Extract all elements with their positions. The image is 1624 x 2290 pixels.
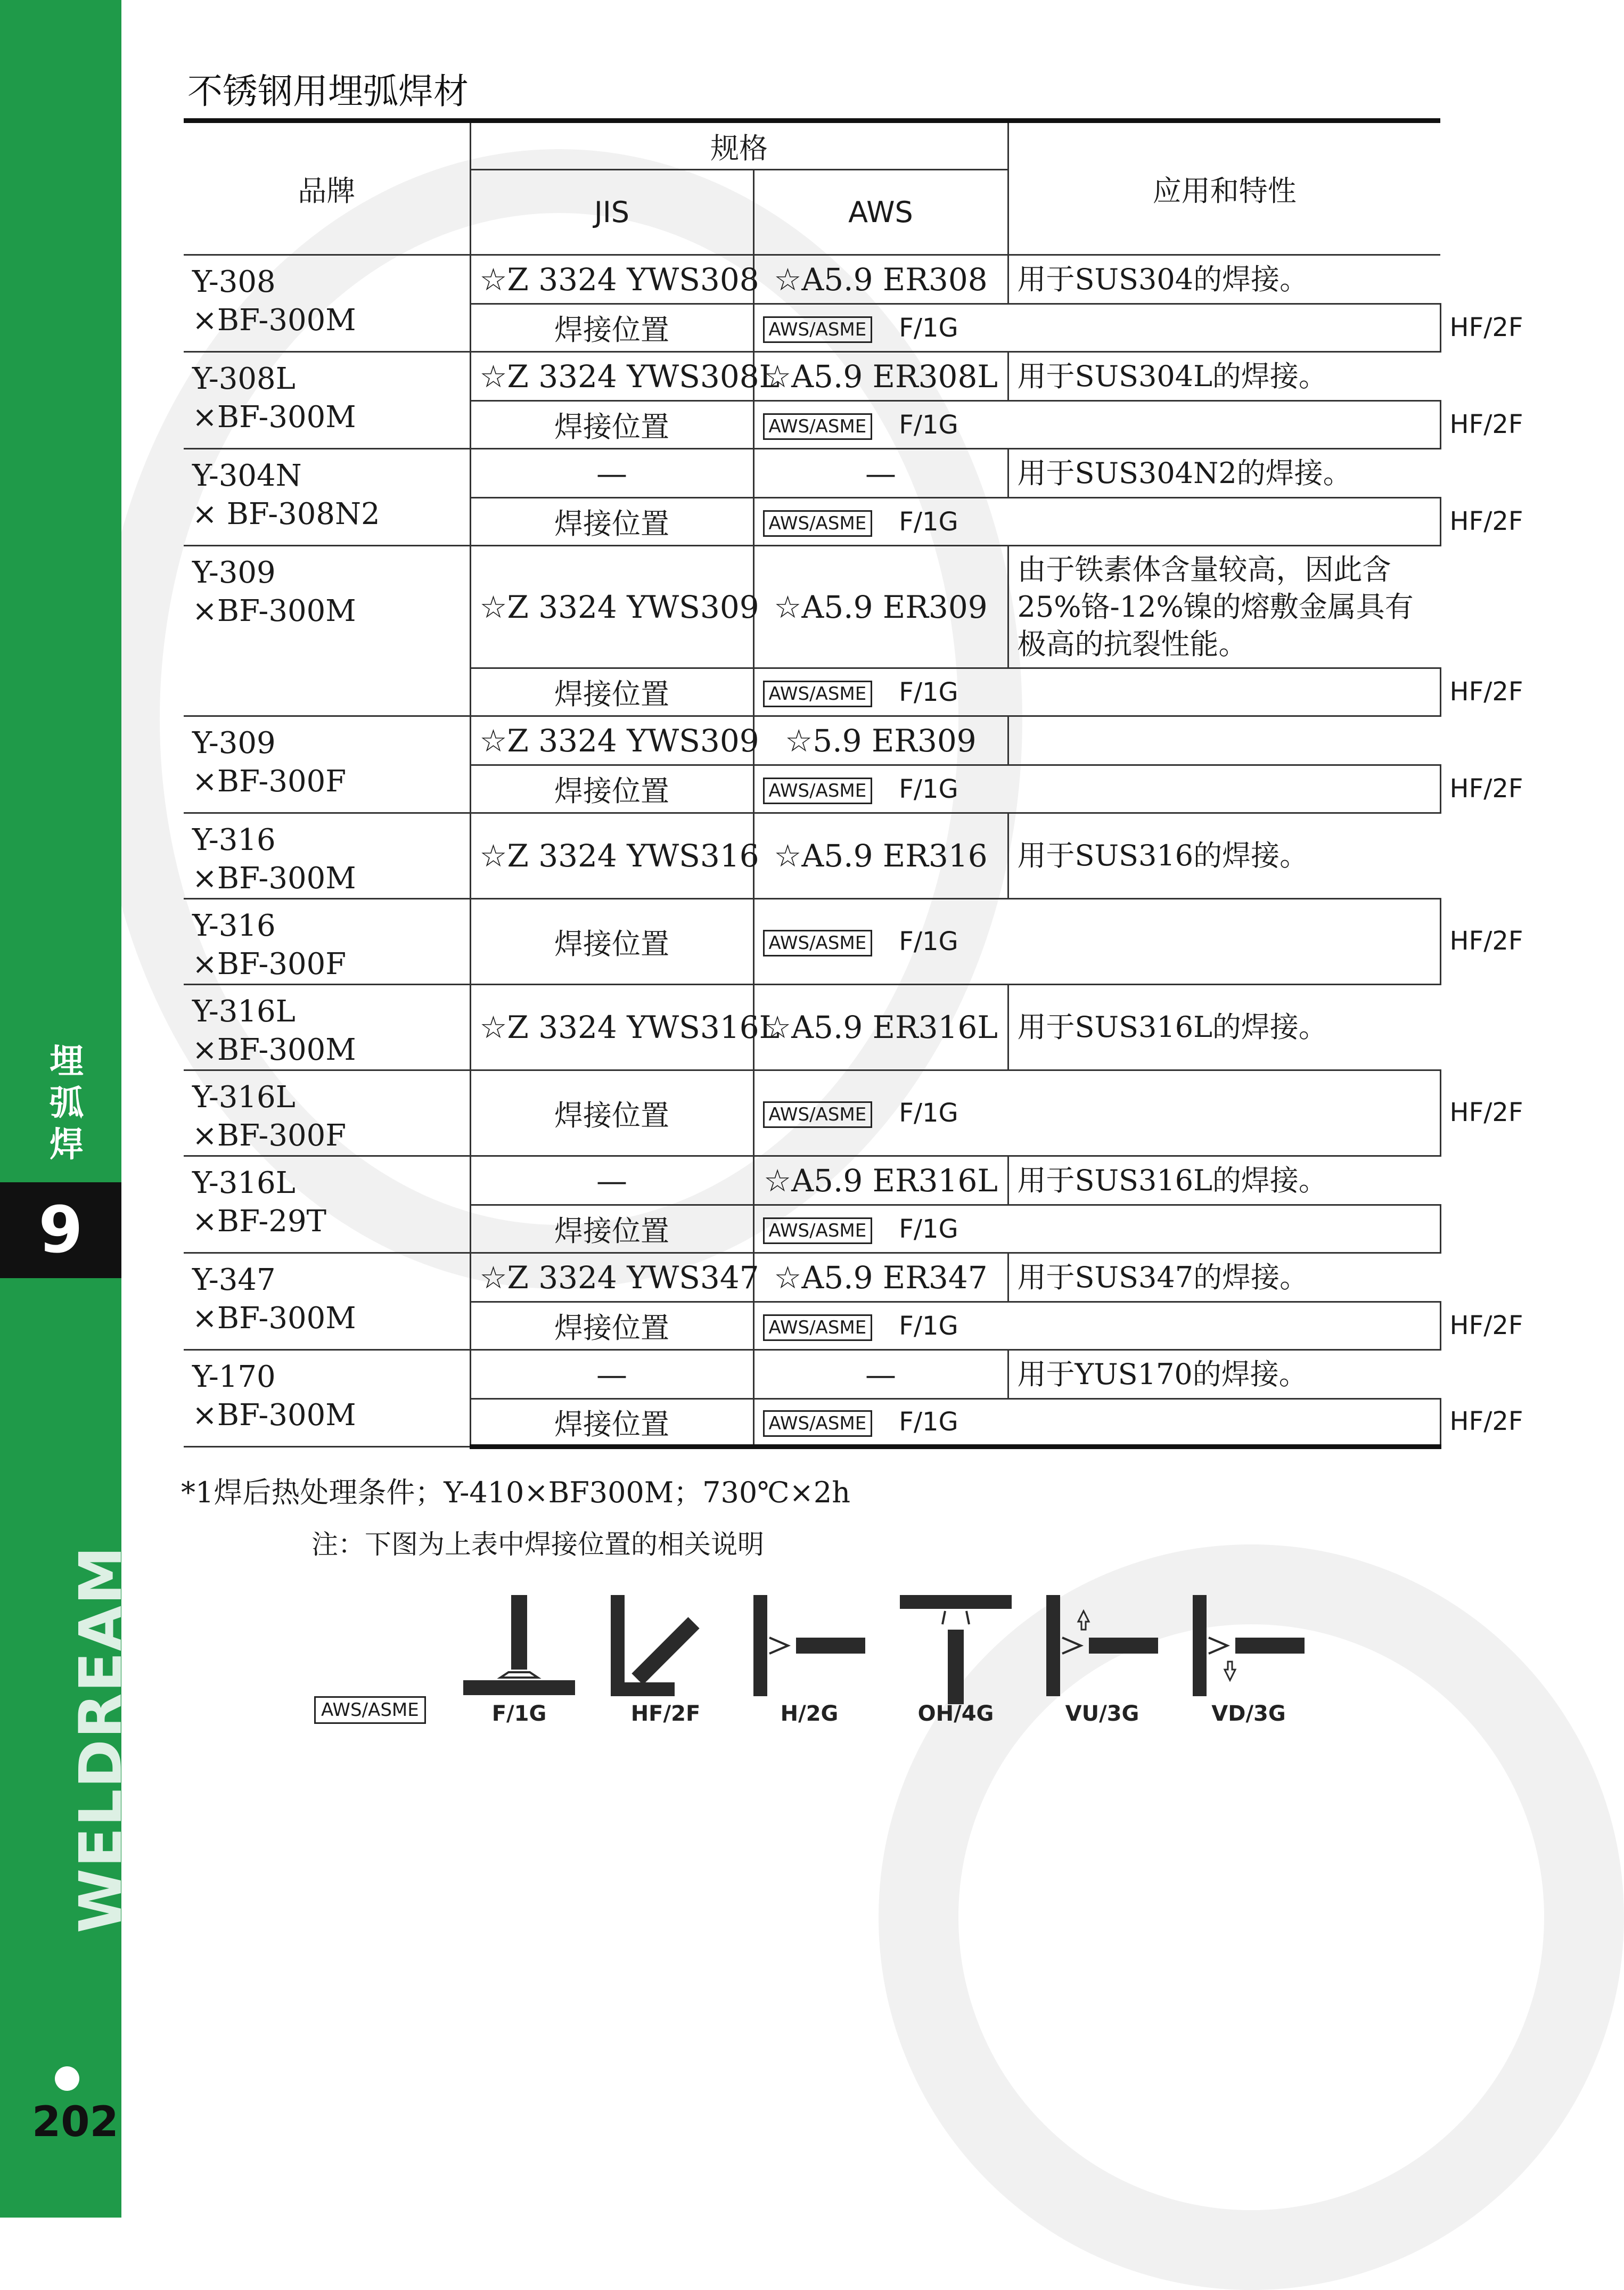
table-row: 焊接位置 AWS/ASME F/1G HF/2F [184, 401, 1440, 449]
table-row: 焊接位置 AWS/ASME F/1G HF/2F [184, 1399, 1440, 1447]
brand-cell [184, 716, 470, 813]
position-value: F/1G [899, 927, 958, 956]
position-label: 焊接位置 [470, 1070, 753, 1156]
brand-line: Y-316L [192, 1166, 296, 1200]
brand-cell [184, 449, 470, 546]
brand-line: Y-308 [192, 265, 276, 299]
aws-asme-tag: AWS/ASME [763, 316, 873, 343]
jis-cell: ☆Z 3324 YWS316 [470, 813, 753, 899]
position-label: 焊接位置 [470, 1205, 753, 1253]
application-cell: 用于YUS170的焊接。 [1008, 1350, 1440, 1399]
position-cell [753, 1070, 1440, 1156]
header-application: 应用和特性 [1008, 121, 1440, 255]
footnote: *1焊后热处理条件；Y-410×BF300M；730℃×2h [181, 1476, 851, 1509]
aws-cell: ☆A5.9 ER308 [753, 255, 1008, 304]
position-value: F/1G [899, 774, 958, 804]
brand-line: ×BF-300M [192, 303, 356, 338]
table-row [184, 352, 1440, 401]
position-cell [753, 498, 1440, 546]
position-cell [753, 1302, 1440, 1350]
aws-asme-tag: AWS/ASME [763, 510, 873, 537]
aws-asme-tag: AWS/ASME [763, 413, 873, 440]
brand-line: Y-316 [192, 823, 276, 857]
jis-cell: ☆Z 3324 YWS347 [470, 1253, 753, 1302]
jis-cell: ☆Z 3324 YWS309 [470, 716, 753, 765]
position-value: F/1G [899, 1407, 958, 1437]
jis-cell: — [470, 1156, 753, 1205]
aws-cell: ☆A5.9 ER316L [753, 1156, 1008, 1205]
position-label: 焊接位置 [470, 1302, 753, 1350]
brand-line: ×BF-300M [192, 594, 356, 628]
brand-line: ×BF-300F [192, 947, 347, 982]
table-row: 焊接位置 AWS/ASME F/1G HF/2F [184, 765, 1440, 813]
position-value: F/1G [899, 410, 958, 440]
brand-line: Y-316L [192, 994, 296, 1029]
aws-cell: — [753, 1350, 1008, 1399]
application-cell [1008, 716, 1440, 765]
brand-line: ×BF-29T [192, 1204, 326, 1239]
brand-line: ×BF-300M [192, 400, 356, 435]
chapter-number: 9 [0, 1182, 121, 1278]
position-label: OH/4G [917, 1702, 994, 1726]
table-row [184, 813, 1440, 899]
position-label: 焊接位置 [470, 899, 753, 985]
aws-asme-tag: AWS/ASME [763, 1101, 873, 1128]
aws-asme-tag: AWS/ASME [763, 681, 873, 707]
table-row: 焊接位置 AWS/ASME F/1G HF/2F [184, 668, 1440, 716]
sidebar [0, 0, 135, 2218]
brand-cell [184, 1156, 470, 1253]
application-cell: 用于SUS316的焊接。 [1008, 813, 1440, 899]
table-row [184, 255, 1440, 304]
aws-cell: ☆A5.9 ER308L [753, 352, 1008, 401]
brand-line: Y-316L [192, 1080, 296, 1115]
brand-cell [184, 1253, 470, 1350]
position-label: F/1G [491, 1702, 547, 1726]
aws-cell: ☆A5.9 ER316 [753, 813, 1008, 899]
position-value: F/1G [899, 677, 958, 707]
table-row [184, 985, 1440, 1070]
aws-asme-tag: AWS/ASME [763, 1410, 873, 1437]
position-label: H/2G [780, 1702, 839, 1726]
aws-cell: ☆A5.9 ER347 [753, 1253, 1008, 1302]
diagram-standard-tag: AWS/ASME [314, 1696, 426, 1724]
table-row [184, 1253, 1440, 1302]
diagram-note: 注：下图为上表中焊接位置的相关说明 [311, 1529, 764, 1560]
application-cell: 由于铁素体含量较高，因此含25%铬-12%镍的熔敷金属具有极高的抗裂性能。 [1008, 546, 1440, 668]
position-value: F/1G [899, 506, 958, 537]
sidebar-category: 埋弧焊 [50, 1042, 84, 1165]
aws-cell: ☆5.9 ER309 [753, 716, 1008, 765]
position-label: 焊接位置 [470, 765, 753, 813]
position-cell [753, 401, 1440, 449]
table-row [184, 546, 1440, 668]
spec-table [184, 118, 1523, 1449]
position-cell [753, 1205, 1440, 1253]
position-cell [753, 304, 1440, 352]
brand-cell [184, 255, 470, 352]
position-value: F/1G [899, 313, 958, 343]
brand-cell [184, 813, 470, 899]
brand-line: ×BF-300M [192, 1033, 356, 1067]
application-cell: 用于SUS304L的焊接。 [1008, 352, 1440, 401]
brand-line: ×BF-300F [192, 1118, 347, 1153]
brand-cell [184, 985, 470, 1070]
page-number: 202 [32, 2098, 119, 2146]
table-row: 焊接位置 AWS/ASME F/1G HF/2F [184, 1070, 1440, 1156]
table-row [184, 1156, 1440, 1205]
header-spec: 规格 [470, 121, 1008, 170]
position-label: VU/3G [1065, 1702, 1139, 1726]
brand-cell [184, 899, 470, 985]
brand-logo: WELDREAM [67, 1545, 135, 1933]
position-label: VD/3G [1211, 1702, 1286, 1726]
brand-line: Y-308L [192, 362, 296, 396]
aws-asme-tag: AWS/ASME [763, 1314, 873, 1341]
table-row: 焊接位置 AWS/ASME F/1G HF/2F [184, 1302, 1440, 1350]
jis-cell: — [470, 449, 753, 498]
position-value: F/1G [899, 1311, 958, 1341]
application-cell: 用于SUS316L的焊接。 [1008, 985, 1440, 1070]
position-label: HF/2F [630, 1702, 701, 1726]
jis-cell: ☆Z 3324 YWS309 [470, 546, 753, 668]
aws-asme-tag: AWS/ASME [763, 1217, 873, 1244]
application-cell: 用于SUS304的焊接。 [1008, 255, 1440, 304]
brand-line: ×BF-300M [192, 1301, 356, 1336]
position-cell [753, 1399, 1440, 1447]
brand-line: Y-309 [192, 555, 276, 590]
jis-cell: ☆Z 3324 YWS316L [470, 985, 753, 1070]
brand-line: ×BF-300F [192, 764, 347, 799]
jis-cell: ☆Z 3324 YWS308 [470, 255, 753, 304]
position-label: 焊接位置 [470, 1399, 753, 1447]
aws-cell: ☆A5.9 ER309 [753, 546, 1008, 668]
aws-asme-tag: AWS/ASME [763, 930, 873, 956]
table-body [184, 255, 1523, 1447]
table-row: 焊接位置 AWS/ASME F/1G HF/2F [184, 304, 1440, 352]
brand-cell [184, 546, 470, 716]
brand-line: × BF-308N2 [192, 497, 380, 531]
position-label: 焊接位置 [470, 401, 753, 449]
brand-cell [184, 352, 470, 449]
table-row: 焊接位置 AWS/ASME F/1G HF/2F [184, 498, 1440, 546]
brand-line: ×BF-300M [192, 1398, 356, 1433]
brand-line: ×BF-300M [192, 861, 356, 896]
position-label: 焊接位置 [470, 304, 753, 352]
jis-cell: ☆Z 3324 YWS308L [470, 352, 753, 401]
brand-cell [184, 1070, 470, 1156]
aws-asme-tag: AWS/ASME [763, 778, 873, 804]
aws-cell: ☆A5.9 ER316L [753, 985, 1008, 1070]
header-aws: AWS [753, 170, 1008, 255]
page-title: 不锈钢用埋弧焊材 [187, 71, 469, 112]
application-cell: 用于SUS304N2的焊接。 [1008, 449, 1440, 498]
brand-line: Y-170 [192, 1360, 276, 1394]
table-row [184, 1350, 1440, 1399]
brand-line: Y-309 [192, 726, 276, 760]
position-label: 焊接位置 [470, 498, 753, 546]
position-cell [753, 765, 1440, 813]
position-value: F/1G [899, 1214, 958, 1244]
table-row: 焊接位置 AWS/ASME F/1G HF/2F [184, 899, 1440, 985]
header-brand: 品牌 [184, 121, 470, 255]
table-row [184, 716, 1440, 765]
jis-cell: — [470, 1350, 753, 1399]
brand-line: Y-347 [192, 1263, 276, 1297]
position-value: F/1G [899, 1098, 958, 1128]
brand-line: Y-316 [192, 909, 276, 943]
position-label: 焊接位置 [470, 668, 753, 716]
aws-cell: — [753, 449, 1008, 498]
brand-cell [184, 1350, 470, 1447]
position-cell [753, 668, 1440, 716]
application-cell: 用于SUS316L的焊接。 [1008, 1156, 1440, 1205]
position-cell [753, 899, 1440, 985]
header-jis: JIS [470, 170, 753, 255]
table-row [184, 449, 1440, 498]
page-dot [55, 2066, 79, 2091]
brand-line: Y-304N [192, 459, 302, 493]
application-cell: 用于SUS347的焊接。 [1008, 1253, 1440, 1302]
